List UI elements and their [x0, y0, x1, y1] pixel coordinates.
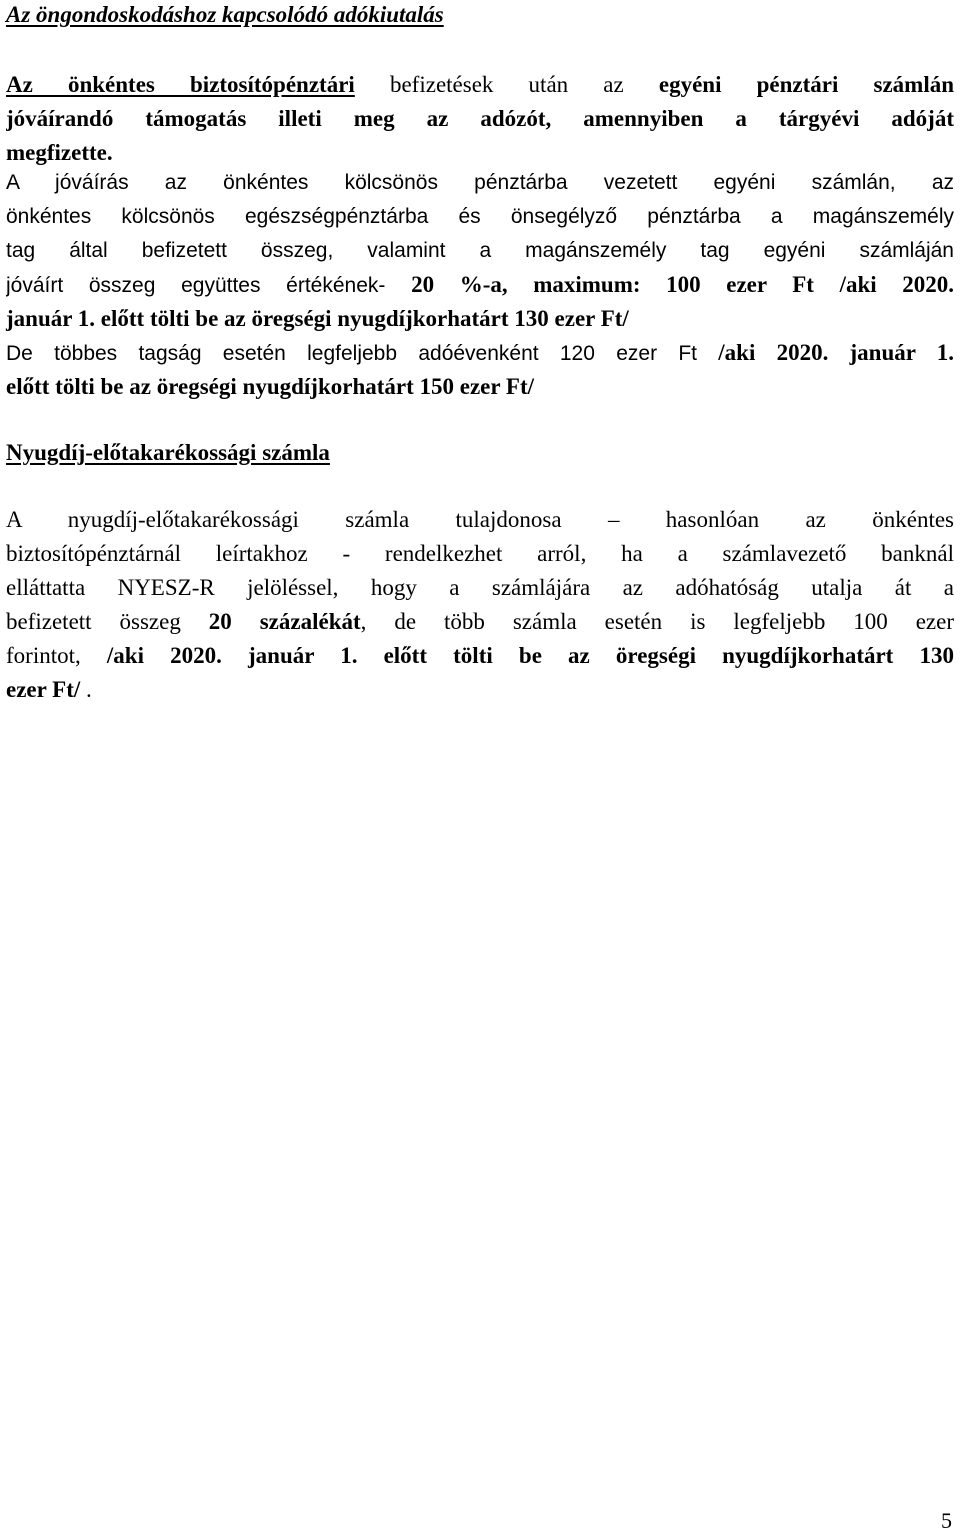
paragraph-line: biztosítópénztárnál leírtakhoz - rendelkezhet arról, ha a számlavezető banknál: [6, 541, 954, 566]
emphasis-term: /aki 2020. január 1.: [718, 340, 954, 365]
paragraph-line: [6, 673, 954, 707]
paragraph-line: önkéntes kölcsönös egészségpénztárba és önsegélyző pénztárba a magánszemély: [6, 205, 954, 228]
paragraph-line: előtt tölti be az öregségi nyugdíjkorhatárt 150 ezer Ft/: [6, 374, 535, 399]
paragraph-pension-savings: [6, 503, 954, 707]
paragraph-line: elláttatta NYESZ-R jelöléssel, hogy a számlájára az adóhatóság utalja át a: [6, 575, 954, 600]
paragraph-line: jóváírandó támogatás illeti meg az adózót, amennyiben a tárgyévi adóját: [6, 106, 954, 131]
emphasis-term: ezer Ft/: [6, 677, 81, 702]
emphasis-term: egyéni pénztári számlán: [658, 72, 954, 97]
paragraph-credit-rules: [6, 166, 954, 404]
page-number: 5: [941, 1508, 952, 1533]
paragraph-line: megfizette.: [6, 140, 113, 165]
text-run: , de több számla esetén is legfeljebb 100 ezer: [360, 609, 954, 634]
emphasis-term: /aki 2020. január 1. előtt tölti be az öregségi nyugdíjkorhatárt 130: [106, 643, 954, 668]
emphasis-term: 20 %-a, maximum: 100 ezer Ft /aki 2020.: [411, 272, 954, 297]
paragraph-line: [6, 268, 954, 302]
paragraph-line: A nyugdíj-előtakarékossági számla tulajdonosa – hasonlóan az önkéntes: [6, 507, 954, 532]
text-run: jóváírt összeg együttes értékének-: [6, 274, 412, 297]
text-run: forintot,: [6, 643, 107, 668]
paragraph-line: tag által befizetett összeg, valamint a magánszemély tag egyéni számláján: [6, 239, 954, 262]
emphasis-term: 20 százalékát: [208, 609, 361, 634]
paragraph-voluntary-fund: [6, 68, 954, 170]
text-run: .: [80, 677, 92, 702]
paragraph-line: január 1. előtt tölti be az öregségi nyugdíjkorhatárt 130 ezer Ft/: [6, 306, 629, 331]
paragraph-line: A jóváírás az önkéntes kölcsönös pénztárba vezetett egyéni számlán, az: [6, 171, 954, 194]
paragraph-line: [6, 336, 954, 370]
paragraph-line: [6, 605, 954, 639]
text-run: befizetett összeg: [6, 609, 209, 634]
paragraph-line: [6, 639, 954, 673]
section-heading-tax-transfer: Az öngondoskodáshoz kapcsolódó adókiutalás: [6, 2, 444, 27]
emphasis-term: Az önkéntes biztosítópénztári: [6, 72, 355, 97]
text-run: De többes tagság esetén legfeljebb adóévenként 120 ezer Ft: [6, 342, 719, 365]
text-run: befizetések után az: [354, 72, 659, 97]
paragraph-line: [6, 68, 954, 102]
section-heading-pension-savings: Nyugdíj-előtakarékossági számla: [6, 440, 330, 465]
